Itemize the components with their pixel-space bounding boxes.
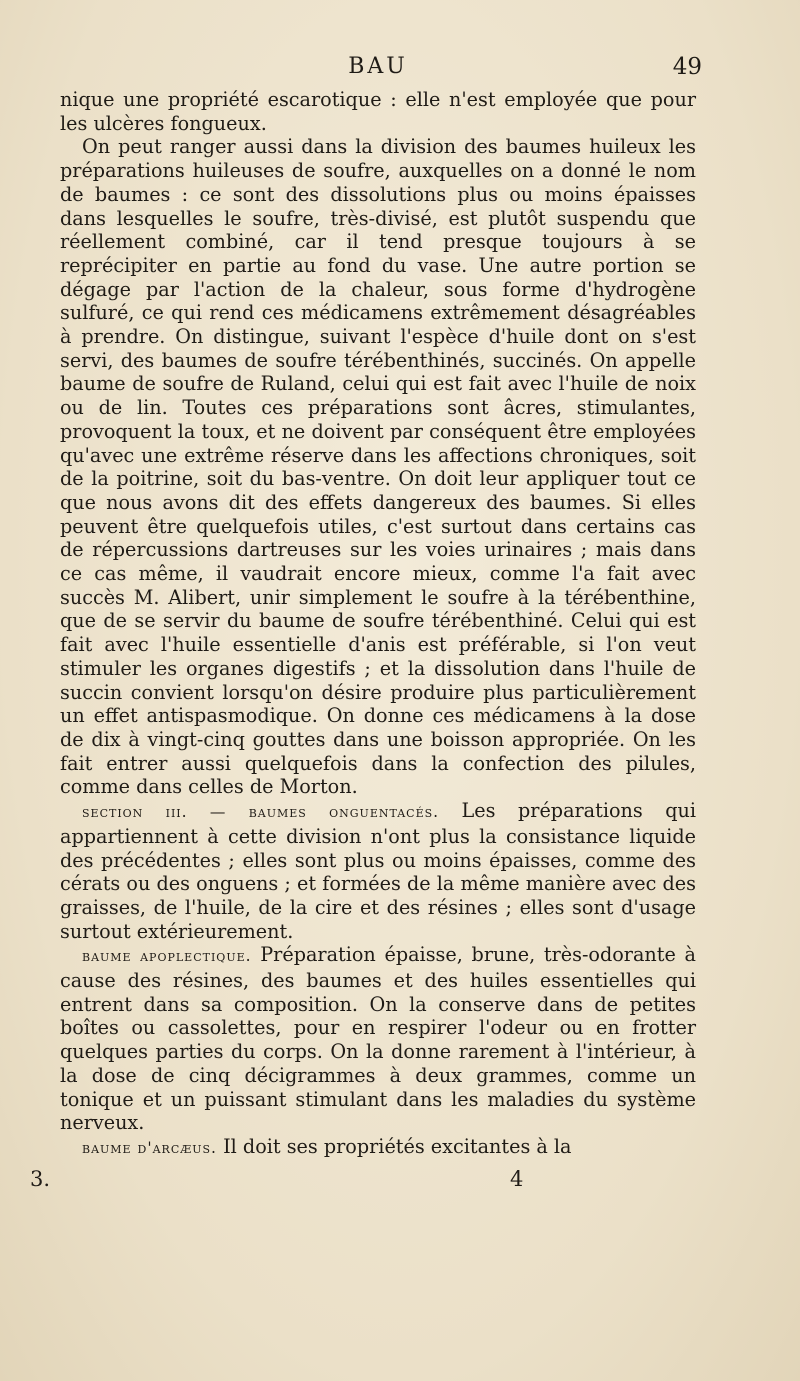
paragraph-sulfur-balms [60, 135, 696, 799]
paragraph-text: Il doit ses propriétés excitantes à la [217, 1134, 572, 1158]
entry-baume-arcaeus [60, 1135, 696, 1161]
paragraph-text: On peut ranger aussi dans la division des baumes huileux les préparations huileuses de soufre, auxquelles on a donné le nom de baumes : ce sont des dissolutions plus ou moins épaisses dans lesquelles le soufre, très-divisé, est plutôt suspendu que réellement combiné, car il tend presque toujours à se reprécipiter en partie au fond du vase. Une autre portion se dégage par l'action de la chaleur, sous forme d'hydrogène sulfuré, ce qui rend ces médicamens extrêmement désagréables à prendre. On distingue, suivant l'espèce d'huile dont on s'est servi, des baumes de soufre térébenthinés, succinés. On appelle baume de soufre de Ruland, celui qui est fait avec l'huile de noix ou de lin. Toutes ces préparations sont âcres, stimulantes, provoquent la toux, et ne doivent par conséquent être employées qu'avec une extrême réserve dans les affections chroniques, soit de la poitrine, soit du bas-ventre. On doit leur appliquer tout ce que nous avons dit des effets dangereux des baumes. Si elles peuvent être quelquefois utiles, c'est surtout dans certains cas de répercussions dartreuses sur les voies urinaires ; mais dans ce cas même, il vaudrait encore mieux, comme l'a fait avec succès M. Alibert, unir simplement le soufre à la térébenthine, que de se servir du baume de soufre térébenthiné. Celui qui est fait avec l'huile essentielle d'anis est préférable, si l'on veut stimuler les organes digestifs ; et la dissolution dans l'huile de succin convient lorsqu'on désire produire plus particulièrement un effet antispasmodique. On donne ces médicamens à la dose de dix à vingt-cinq gouttes dans une boisson appropriée. On les fait entrer aussi quelquefois dans la confection des pilules, comme dans celles de Morton. [60, 135, 696, 799]
quire-mark: 4 [510, 1167, 524, 1191]
paragraph-text: Les préparations qui appartiennent à cette division n'ont plus la consistance liquide des précédentes ; elles sont plus ou moins épaisses, comme des cérats ou des onguens ; et formées de la même manière avec des graisses, de l'huile, de la cire et des résines ; elles sont d'usage surtout extérieurement. [60, 799, 696, 943]
paragraph-continuation [60, 88, 696, 135]
entry-heading: baume d'arcæus. [82, 1138, 217, 1157]
page-footer [0, 1167, 800, 1197]
running-head-title: BAU [348, 54, 408, 79]
body-text [60, 88, 696, 1161]
entry-heading: baume apoplectique. [82, 947, 252, 966]
entry-baume-apoplectique [60, 943, 696, 1135]
section-heading: section iii. — baumes onguentacés. [82, 803, 440, 822]
document-page [60, 48, 702, 1161]
running-head [60, 48, 702, 88]
page-number: 49 [672, 54, 702, 80]
paragraph-text: nique une propriété escarotique : elle n'est employée que pour les ulcères fongueux. [60, 88, 696, 135]
paragraph-text: Préparation épaisse, brune, très-odorante à cause des résines, des baumes et des huiles essentielles qui entrent dans sa composition. On la conserve dans de petites boîtes ou cassolettes, pour en respirer l'odeur ou en frotter quelques parties du corps. On la donne rarement à l'intérieur, à la dose de cinq décigrammes à deux grammes, comme un tonique et un puissant stimulant dans les maladies du système nerveux. [60, 943, 696, 1135]
signature-mark: 3. [30, 1167, 51, 1191]
paragraph-section-iii [60, 799, 696, 943]
